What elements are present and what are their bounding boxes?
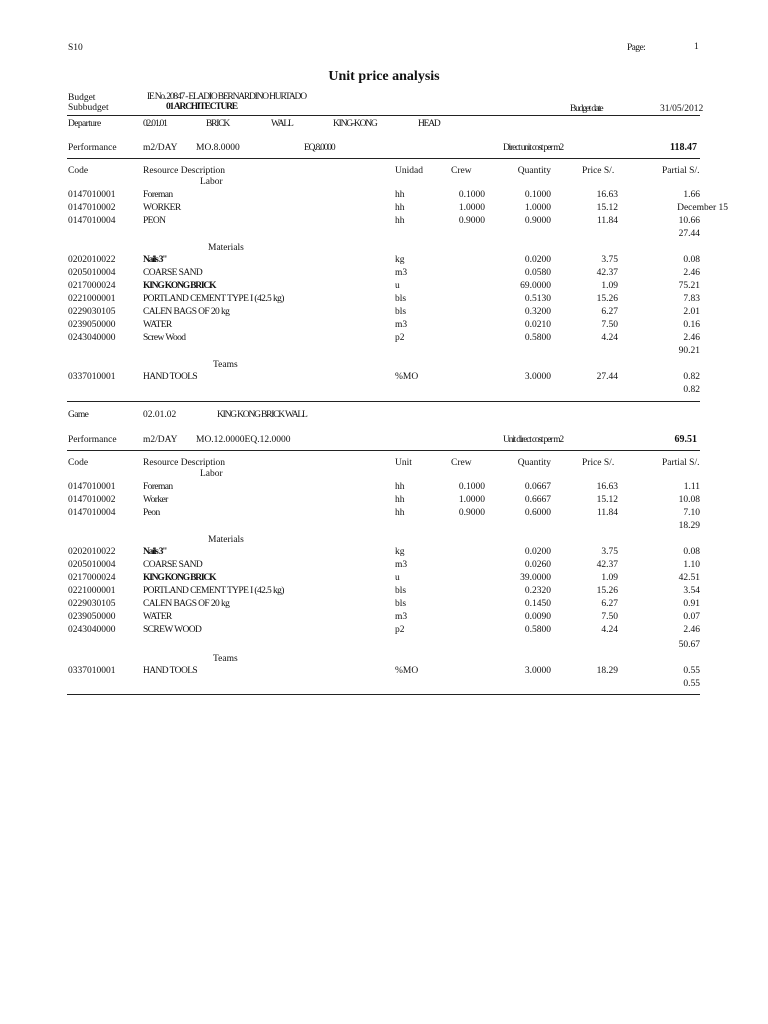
item-code: 02.01.01 xyxy=(143,119,167,129)
performance-unit: m2/DAY xyxy=(143,435,178,445)
teams-subtotal: 0.82 xyxy=(683,385,700,395)
table-row-code: 0205010004 xyxy=(68,560,116,570)
page-number: 1 xyxy=(694,42,699,52)
table-row-price: 16.63 xyxy=(596,190,618,200)
table-row-crew: 0.1000 xyxy=(458,482,485,492)
table-row-desc: CALEN BAGS OF 20 kg xyxy=(143,599,230,609)
table-row-qty: 0.0090 xyxy=(524,612,551,622)
unit-cost-value: 118.47 xyxy=(670,142,697,153)
table-row-price: 42.37 xyxy=(596,560,618,570)
table-row-unit: bls xyxy=(395,586,407,596)
table-row-price: 7.50 xyxy=(601,320,618,330)
header-divider xyxy=(67,115,700,116)
table-row-price: 15.12 xyxy=(596,203,618,213)
materials-title: Materials xyxy=(208,243,244,253)
table-row-qty: 0.5800 xyxy=(524,333,551,343)
section-divider xyxy=(67,450,700,451)
col-code: Code xyxy=(68,458,89,468)
table-row-price: 6.27 xyxy=(601,307,618,317)
unit-cost-label: Direct unit cost per m2 xyxy=(503,143,563,153)
item-label: Game xyxy=(68,410,89,420)
table-row-code: 0217000024 xyxy=(68,573,116,583)
table-row-crew: 1.0000 xyxy=(458,495,485,505)
table-row-price: 6.27 xyxy=(601,599,618,609)
table-row-code: 0229030105 xyxy=(68,307,116,317)
table-row-desc: Screw Wood xyxy=(143,333,186,343)
performance-mo: MO.8.0000 xyxy=(196,143,240,153)
table-row-code: 0243040000 xyxy=(68,333,116,343)
unit-cost-value: 69.51 xyxy=(674,434,697,445)
table-row-qty: 0.0200 xyxy=(524,255,551,265)
table-row-price: 42.37 xyxy=(596,268,618,278)
col-quantity: Quantity xyxy=(517,458,551,468)
table-row-price: 15.26 xyxy=(596,586,618,596)
table-row-desc: PEON xyxy=(143,216,166,226)
table-row-unit: kg xyxy=(395,255,405,265)
col-unit: Unit xyxy=(395,458,412,468)
table-row-crew: 0.9000 xyxy=(458,216,485,226)
table-row-qty: 0.5800 xyxy=(524,625,551,635)
table-row-desc: WORKER xyxy=(143,203,181,213)
performance-mo: MO.12.0000EQ.12.0000 xyxy=(196,435,291,445)
table-row-desc: Peon xyxy=(143,508,160,518)
performance-unit: m2/DAY xyxy=(143,143,178,153)
labor-subtotal: 27.44 xyxy=(678,229,700,239)
table-row-desc: WATER xyxy=(143,612,172,622)
table-row-code: 0202010022 xyxy=(68,255,116,265)
budget-label: Budget xyxy=(68,93,96,103)
budget-date-value: 31/05/2012 xyxy=(660,104,704,114)
col-partial: Partial S/. xyxy=(662,458,700,468)
labor-title: Labor xyxy=(200,469,223,479)
table-row-partial: 1.66 xyxy=(683,190,700,200)
table-row-unit: %MO xyxy=(395,372,419,382)
table-row-desc: HAND TOOLS xyxy=(143,666,198,676)
table-row-crew: 1.0000 xyxy=(458,203,485,213)
table-row-desc: Foreman xyxy=(143,190,173,200)
table-row-price: 27.44 xyxy=(596,372,618,382)
item-code: 02.01.02 xyxy=(143,410,177,420)
table-row-unit: hh xyxy=(395,216,405,226)
col-unit: Unidad xyxy=(395,166,423,176)
table-row-qty: 0.3200 xyxy=(524,307,551,317)
item-desc-1: BRICK xyxy=(206,119,230,129)
table-row-unit: u xyxy=(395,573,400,583)
table-row-partial: 42.51 xyxy=(678,573,700,583)
table-row-code: 0147010001 xyxy=(68,190,116,200)
table-row-desc: WATER xyxy=(143,320,172,330)
table-row-code: 0243040000 xyxy=(68,625,116,635)
table-row-desc: Nails 3" xyxy=(143,547,167,557)
table-row-price: 7.50 xyxy=(601,612,618,622)
table-row-price: 4.24 xyxy=(601,333,618,343)
table-row-desc: Nails 3" xyxy=(143,255,167,265)
table-row-partial: 10.66 xyxy=(678,216,700,226)
table-row-unit: hh xyxy=(395,482,405,492)
table-row-price: 3.75 xyxy=(601,255,618,265)
subbudget-value: 01 ARCHITECTURE xyxy=(166,102,237,112)
col-crew: Crew xyxy=(451,458,472,468)
item-label: Departure xyxy=(68,119,101,129)
table-row-price: 1.09 xyxy=(601,281,618,291)
report-title: Unit price analysis xyxy=(328,69,440,84)
table-row-desc: Worker xyxy=(143,495,168,505)
table-row-code: 0337010001 xyxy=(68,666,116,676)
table-row-desc: PORTLAND CEMENT TYPE I (42.5 kg) xyxy=(143,586,284,596)
section-end-divider xyxy=(67,401,700,402)
table-row-desc: CALEN BAGS OF 20 kg xyxy=(143,307,230,317)
table-row-code: 0147010004 xyxy=(68,508,116,518)
table-row-desc: PORTLAND CEMENT TYPE I (42.5 kg) xyxy=(143,294,284,304)
table-row-partial: 0.16 xyxy=(683,320,700,330)
table-row-qty: 0.1000 xyxy=(524,190,551,200)
table-row-price: 4.24 xyxy=(601,625,618,635)
table-row-desc: SCREW WOOD xyxy=(143,625,202,635)
table-row-code: 0147010002 xyxy=(68,495,116,505)
table-row-crew: 0.9000 xyxy=(458,508,485,518)
table-row-partial: 7.83 xyxy=(683,294,700,304)
table-row-unit: m3 xyxy=(395,268,408,278)
table-row-unit: kg xyxy=(395,547,405,557)
col-description: Resource Description xyxy=(143,458,226,468)
table-row-code: 0221000001 xyxy=(68,586,116,596)
col-quantity: Quantity xyxy=(517,166,551,176)
col-price: Price S/. xyxy=(582,458,615,468)
performance-label: Performance xyxy=(68,143,117,153)
table-row-unit: p2 xyxy=(395,333,405,343)
table-row-code: 0217000024 xyxy=(68,281,116,291)
table-row-price: 3.75 xyxy=(601,547,618,557)
table-row-price: 18.29 xyxy=(596,666,618,676)
table-row-partial: 0.91 xyxy=(683,599,700,609)
teams-title: Teams xyxy=(213,654,238,664)
table-row-unit: hh xyxy=(395,203,405,213)
table-row-partial: 0.82 xyxy=(683,372,700,382)
table-row-qty: 0.0580 xyxy=(524,268,551,278)
table-row-qty: 0.9000 xyxy=(524,216,551,226)
table-row-price: 11.84 xyxy=(596,508,618,518)
table-row-code: 0229030105 xyxy=(68,599,116,609)
unit-cost-label: Unit direct cost per m2 xyxy=(503,435,563,445)
table-row-desc: HAND TOOLS xyxy=(143,372,198,382)
table-row-partial: 75.21 xyxy=(678,281,700,291)
table-row-partial: 10.08 xyxy=(678,495,700,505)
table-row-desc: KING KONG BRICK xyxy=(143,281,216,291)
table-row-qty: 0.5130 xyxy=(524,294,551,304)
table-row-desc: Foreman xyxy=(143,482,173,492)
table-row-partial: 2.01 xyxy=(683,307,700,317)
materials-subtotal: 90.21 xyxy=(678,346,700,356)
table-row-code: 0202010022 xyxy=(68,547,116,557)
table-row-qty: 0.0667 xyxy=(524,482,551,492)
table-row-price: 1.09 xyxy=(601,573,618,583)
item-desc-1: KING KONG BRICK WALL xyxy=(217,410,307,420)
table-row-partial: 0.08 xyxy=(683,547,700,557)
table-row-qty: 0.6000 xyxy=(524,508,551,518)
table-row-qty: 0.1450 xyxy=(524,599,551,609)
budget-date-label: Budget date xyxy=(570,104,603,114)
table-row-desc: KING KONG BRICK xyxy=(143,573,216,583)
table-row-qty: 3.0000 xyxy=(524,666,551,676)
item-desc-4: HEAD xyxy=(418,119,440,129)
table-row-partial: 2.46 xyxy=(683,333,700,343)
table-row-qty: 0.6667 xyxy=(524,495,551,505)
table-row-crew: 0.1000 xyxy=(458,190,485,200)
table-row-unit: hh xyxy=(395,495,405,505)
table-row-qty: 0.0260 xyxy=(524,560,551,570)
table-row-qty: 0.0200 xyxy=(524,547,551,557)
table-row-qty: 0.2320 xyxy=(524,586,551,596)
col-description: Resource Description xyxy=(143,166,226,176)
table-row-unit: m3 xyxy=(395,612,408,622)
table-row-code: 0147010004 xyxy=(68,216,116,226)
teams-title: Teams xyxy=(213,360,238,370)
table-row-unit: bls xyxy=(395,599,407,609)
table-row-price: 15.12 xyxy=(596,495,618,505)
table-row-code: 0239050000 xyxy=(68,612,116,622)
labor-subtotal: 18.29 xyxy=(678,521,700,531)
table-row-unit: hh xyxy=(395,190,405,200)
table-row-partial: 0.08 xyxy=(683,255,700,265)
table-row-unit: hh xyxy=(395,508,405,518)
table-row-partial: 1.10 xyxy=(683,560,700,570)
table-row-unit: bls xyxy=(395,307,407,317)
table-row-price: 15.26 xyxy=(596,294,618,304)
table-row-partial: 7.10 xyxy=(683,508,700,518)
section-end-divider xyxy=(67,694,700,695)
table-row-code: 0205010004 xyxy=(68,268,116,278)
table-row-partial: 1.11 xyxy=(683,482,700,492)
item-desc-2: WALL xyxy=(271,119,293,129)
table-row-desc: COARSE SAND xyxy=(143,560,203,570)
table-row-unit: u xyxy=(395,281,400,291)
subbudget-label: Subbudget xyxy=(68,103,109,113)
performance-label: Performance xyxy=(68,435,117,445)
table-row-qty: 1.0000 xyxy=(524,203,551,213)
budget-value: IE No. 20847 - ELADIO BERNARDINO HURTADO xyxy=(147,92,306,102)
table-row-price: 11.84 xyxy=(596,216,618,226)
table-row-code: 0239050000 xyxy=(68,320,116,330)
table-row-unit: m3 xyxy=(395,560,408,570)
col-code: Code xyxy=(68,166,89,176)
table-row-unit: %MO xyxy=(395,666,419,676)
materials-title: Materials xyxy=(208,535,244,545)
table-row-partial: 0.55 xyxy=(683,666,700,676)
table-row-partial: 2.46 xyxy=(683,268,700,278)
table-row-unit: bls xyxy=(395,294,407,304)
table-row-unit: p2 xyxy=(395,625,405,635)
table-row-unit: m3 xyxy=(395,320,408,330)
table-row-desc: COARSE SAND xyxy=(143,268,203,278)
table-row-code: 0147010001 xyxy=(68,482,116,492)
teams-subtotal: 0.55 xyxy=(683,679,700,689)
labor-title: Labor xyxy=(200,177,223,187)
report-code: S10 xyxy=(68,43,83,53)
table-row-price: 16.63 xyxy=(596,482,618,492)
table-row-partial: 0.07 xyxy=(683,612,700,622)
section-divider xyxy=(67,158,700,159)
table-row-code: 0221000001 xyxy=(68,294,116,304)
col-crew: Crew xyxy=(451,166,472,176)
materials-subtotal: 50.67 xyxy=(678,640,700,650)
table-row-partial: December 15 xyxy=(677,203,728,213)
table-row-code: 0147010002 xyxy=(68,203,116,213)
col-price: Price S/. xyxy=(582,166,615,176)
performance-eq: EQ.8.0000 xyxy=(304,143,335,153)
table-row-qty: 69.0000 xyxy=(520,281,551,291)
table-row-qty: 0.0210 xyxy=(524,320,551,330)
col-partial: Partial S/. xyxy=(662,166,700,176)
table-row-partial: 2.46 xyxy=(683,625,700,635)
item-desc-3: KING-KONG xyxy=(333,119,377,129)
table-row-qty: 39.0000 xyxy=(520,573,551,583)
table-row-qty: 3.0000 xyxy=(524,372,551,382)
table-row-partial: 3.54 xyxy=(683,586,700,596)
table-row-code: 0337010001 xyxy=(68,372,116,382)
page-label: Page: xyxy=(627,43,646,53)
